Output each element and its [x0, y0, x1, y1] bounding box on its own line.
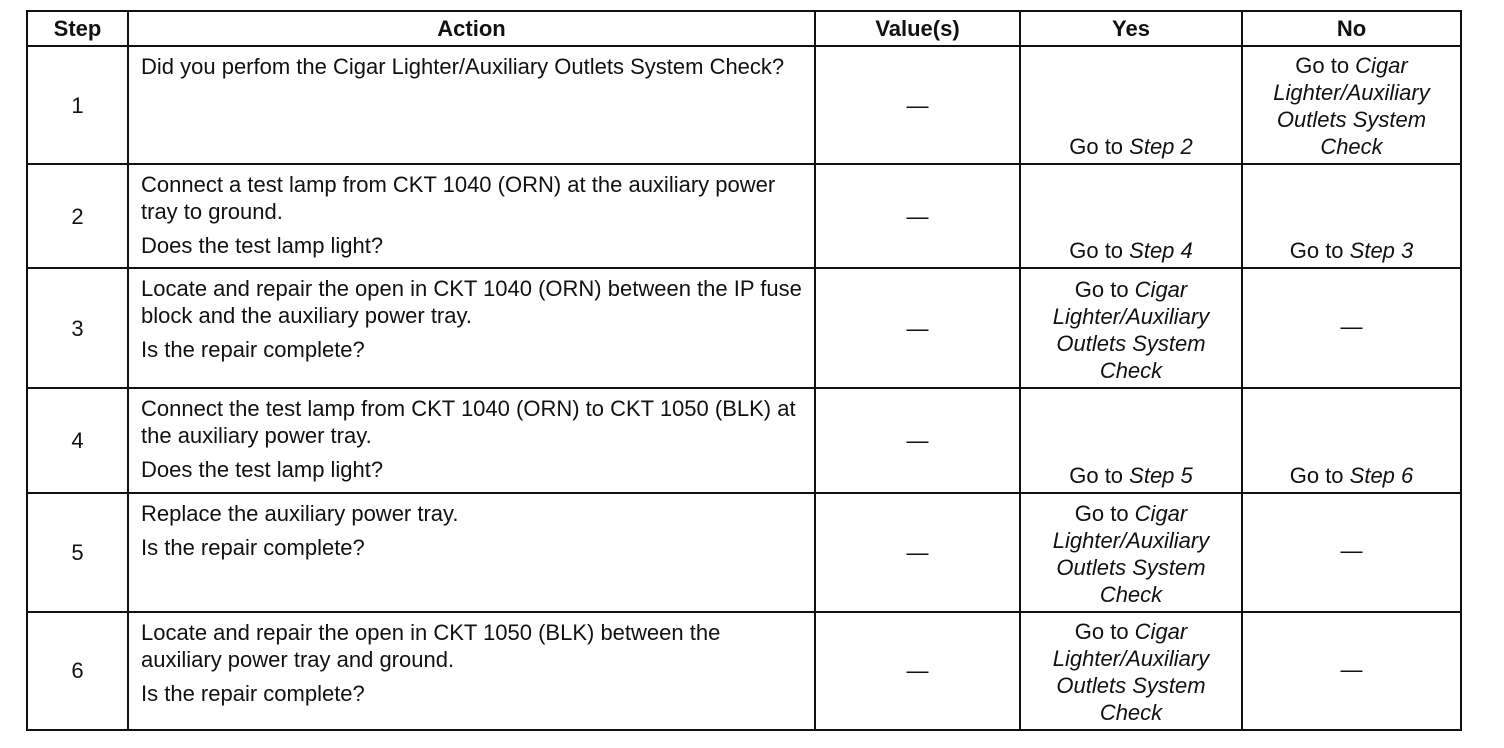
action-text: Replace the auxiliary power tray. [141, 500, 459, 526]
table-row [27, 268, 1461, 388]
yes-reference: Step 5 [1129, 462, 1193, 488]
no-dash: — [1340, 314, 1363, 340]
step-number: 4 [27, 388, 128, 492]
step-number: 6 [27, 612, 128, 730]
no-cell [1242, 493, 1461, 612]
table-row [27, 388, 1461, 492]
header-row [27, 11, 1461, 46]
no-prefix: Go to [1289, 462, 1350, 488]
yes-reference: Step 2 [1129, 134, 1193, 160]
no-cell [1242, 268, 1461, 388]
no-dash: — [1340, 656, 1363, 682]
action-cell [128, 612, 815, 730]
yes-prefix: Go to [1074, 500, 1135, 526]
action-question: Is the repair complete? [141, 680, 365, 706]
yes-reference: Cigar Lighter/Auxiliary Outlets System Check [1052, 277, 1210, 384]
action-cell [128, 493, 815, 612]
yes-prefix: Go to [1069, 462, 1130, 488]
table-row [27, 164, 1461, 268]
step-number: 2 [27, 164, 128, 268]
yes-reference: Step 4 [1129, 238, 1193, 264]
yes-cell [1020, 493, 1242, 612]
header-step: Step [27, 11, 128, 46]
action-cell [128, 268, 815, 388]
no-cell [1242, 164, 1461, 268]
value-cell: — [815, 46, 1020, 164]
action-cell [128, 164, 815, 268]
yes-cell [1020, 268, 1242, 388]
yes-reference: Cigar Lighter/Auxiliary Outlets System Check [1052, 619, 1210, 725]
value-cell: — [815, 612, 1020, 730]
value-cell: — [815, 164, 1020, 268]
yes-cell [1020, 46, 1242, 164]
header-no: No [1242, 11, 1461, 46]
no-prefix: Go to [1295, 53, 1356, 79]
no-prefix: Go to [1289, 238, 1350, 264]
diagnostic-table [26, 10, 1462, 731]
no-cell [1242, 388, 1461, 492]
yes-cell [1020, 612, 1242, 730]
no-reference: Step 3 [1349, 238, 1414, 264]
header-values: Value(s) [815, 11, 1020, 46]
yes-prefix: Go to [1069, 134, 1130, 160]
no-cell [1242, 46, 1461, 164]
table-row [27, 493, 1461, 612]
action-question: Is the repair complete? [141, 337, 365, 363]
yes-cell [1020, 164, 1242, 268]
no-reference: Cigar Lighter/Auxiliary Outlets System Check [1273, 53, 1430, 160]
action-cell [128, 388, 815, 492]
no-reference: Step 6 [1349, 462, 1414, 488]
step-number: 1 [27, 46, 128, 164]
step-number: 3 [27, 268, 128, 388]
action-text: Locate and repair the open in CKT 1040 (ORN) between the IP fuse block and the auxiliary power tray. [141, 276, 802, 329]
table-row [27, 612, 1461, 730]
action-text: Connect the test lamp from CKT 1040 (ORN) to CKT 1050 (BLK) at the auxiliary power tray. [141, 396, 796, 449]
value-cell: — [815, 388, 1020, 492]
action-text: Did you perfom the Cigar Lighter/Auxiliary Outlets System Check? [141, 54, 785, 79]
yes-prefix: Go to [1069, 238, 1130, 264]
header-action: Action [128, 11, 815, 46]
action-question: Does the test lamp light? [141, 457, 384, 483]
step-number: 5 [27, 493, 128, 612]
action-cell [128, 46, 815, 164]
action-question: Is the repair complete? [141, 534, 365, 560]
value-cell: — [815, 268, 1020, 388]
header-yes: Yes [1020, 11, 1242, 46]
action-text: Locate and repair the open in CKT 1050 (BLK) between the auxiliary power tray and ground. [141, 619, 721, 672]
yes-prefix: Go to [1074, 619, 1135, 644]
action-text: Connect a test lamp from CKT 1040 (ORN) at the auxiliary power tray to ground. [141, 172, 776, 225]
table-row [27, 46, 1461, 164]
value-cell: — [815, 493, 1020, 612]
yes-prefix: Go to [1074, 277, 1135, 303]
action-question: Does the test lamp light? [141, 233, 384, 259]
yes-cell [1020, 388, 1242, 492]
no-dash: — [1340, 538, 1363, 564]
no-cell [1242, 612, 1461, 730]
yes-reference: Cigar Lighter/Auxiliary Outlets System Check [1052, 500, 1210, 607]
